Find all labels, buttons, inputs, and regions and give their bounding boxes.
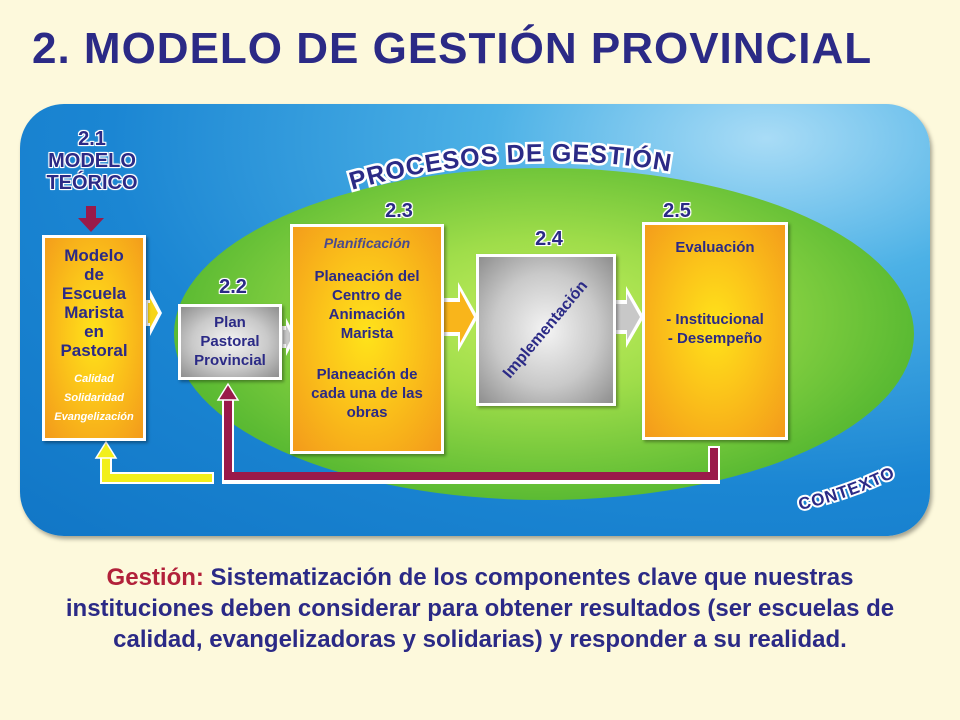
section-2-1-line2: TEÓRICO bbox=[46, 172, 138, 194]
definition-text bbox=[40, 562, 920, 655]
modelo-values: Calidad Solidaridad Evangelización bbox=[54, 373, 134, 423]
procesos-label: PROCESOS DE GESTIÓN bbox=[346, 139, 675, 196]
evaluacion-box bbox=[642, 222, 788, 440]
implementacion-label: Implementación bbox=[499, 277, 592, 382]
modelo-lines: Modelo de Escuela Marista en Pastoral bbox=[60, 246, 128, 360]
section-2-1-line1: MODELO bbox=[48, 150, 136, 172]
down-arrow bbox=[78, 206, 104, 232]
yellow-feedback-arrow bbox=[106, 454, 212, 478]
implementacion-box bbox=[476, 254, 616, 406]
page-title: 2. MODELO DE GESTIÓN PROVINCIAL bbox=[32, 24, 873, 73]
plan-box: Plan Pastoral Provincial bbox=[178, 304, 282, 380]
modelo-box bbox=[42, 235, 146, 441]
section-2-4-number: 2.4 bbox=[535, 228, 563, 250]
section-2-3-number: 2.3 bbox=[385, 200, 413, 222]
planificacion-block2: Planeación de cada una de las obras bbox=[311, 366, 423, 421]
section-2-1-number: 2.1 bbox=[78, 128, 106, 150]
evaluacion-heading: Evaluación bbox=[675, 239, 755, 256]
section-2-5-number: 2.5 bbox=[663, 200, 691, 222]
definition-keyword: Gestión: bbox=[106, 564, 204, 591]
section-2-2-number: 2.2 bbox=[219, 276, 247, 298]
contexto-label: CONTEXTO bbox=[796, 462, 898, 514]
planificacion-heading: Planificación bbox=[323, 235, 411, 251]
evaluacion-items: - Institucional - Desempeño bbox=[666, 311, 764, 347]
section-2-1-label bbox=[40, 128, 144, 194]
planificacion-block1: Planeación del Centro de Animación Marista bbox=[314, 268, 420, 342]
definition-body: Sistematización de los componentes clave que nuestras instituciones deben considerar para obtener resultados (ser escuelas de calidad, evangelizadoras y solidarias) y responder a su realidad. bbox=[65, 564, 895, 653]
planificacion-box bbox=[290, 224, 444, 454]
